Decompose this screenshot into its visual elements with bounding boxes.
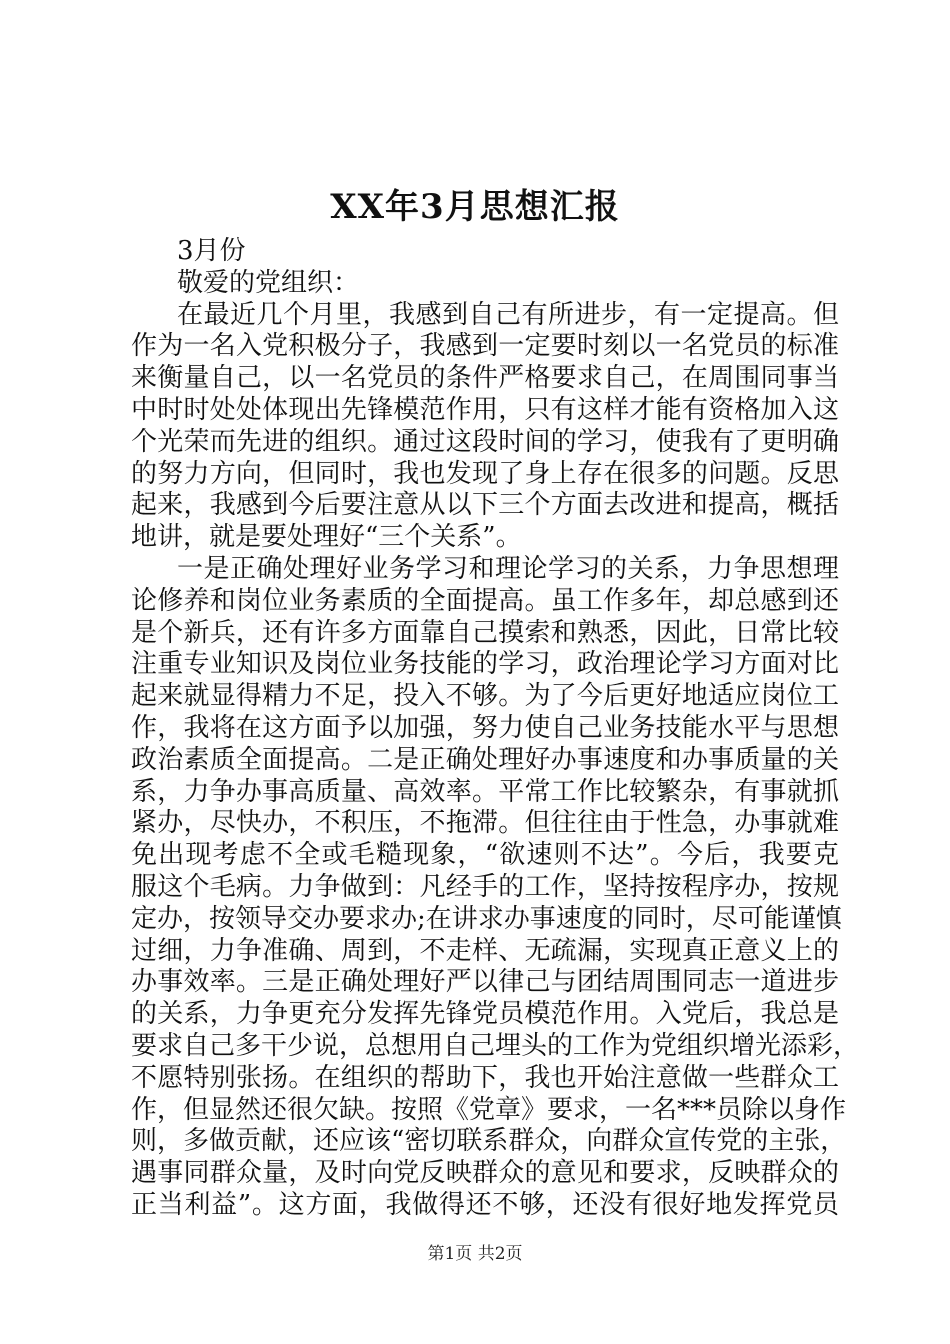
body-line: 办事效率。三是正确处理好严以律己与团结周围同志一道进步: [131, 967, 839, 998]
body-line: 免出现考虑不全或毛糙现象，“欲速则不达”。今后，我要克: [131, 840, 839, 871]
body-line: 个光荣而先进的组织。通过这段时间的学习，使我有了更明确: [131, 426, 839, 457]
body-line: 过细，力争准确、周到，不走样、无疏漏，实现真正意义上的: [131, 935, 839, 966]
body-line: 则，多做贡献，还应该“密切联系群众，向群众宣传党的主张，: [131, 1126, 847, 1157]
body-line: 作，我将在这方面予以加强，努力使自己业务技能水平与思想: [131, 712, 839, 743]
body-line: 作为一名入党积极分子，我感到一定要时刻以一名党员的标准: [131, 331, 839, 362]
body-line: 不愿特别张扬。在组织的帮助下，我也开始注意做一些群众工: [131, 1062, 839, 1093]
body-line: 起来，我感到今后要注意从以下三个方面去改进和提高，概括: [131, 490, 839, 521]
body-line: 注重专业知识及岗位业务技能的学习，政治理论学习方面对比: [131, 649, 839, 680]
body-line: 的努力方向，但同时，我也发现了身上存在很多的问题。反思: [131, 458, 839, 489]
body-line: 定办，按领导交办要求办;在讲求办事速度的同时，尽可能谨慎: [131, 903, 842, 934]
body-line: 政治素质全面提高。二是正确处理好办事速度和办事质量的关: [131, 744, 839, 775]
body-line: 系，力争办事高质量、高效率。平常工作比较繁杂，有事就抓: [131, 776, 839, 807]
document-title: XX年3月思想汇报: [330, 187, 620, 227]
body-line: 要求自己多干少说，总想用自己埋头的工作为党组织增光添彩，: [131, 1030, 860, 1061]
body-line: 作，但显然还很欠缺。按照《党章》要求，一名***员除以身作: [131, 1094, 847, 1125]
body-line: 紧办，尽快办，不积压，不拖滞。但往往由于性急，办事就难: [131, 808, 839, 839]
document-body: [131, 236, 860, 1222]
body-line: 中时时处处体现出先锋模范作用，只有这样才能有资格加入这: [131, 394, 839, 425]
body-line: 论修养和岗位业务素质的全面提高。虽工作多年，却总感到还: [131, 585, 839, 616]
body-line: 一是正确处理好业务学习和理论学习的关系，力争思想理: [177, 553, 839, 584]
body-line: 服这个毛病。力争做到：凡经手的工作，坚持按程序办，按规: [131, 871, 839, 902]
body-line: 在最近几个月里，我感到自己有所进步，有一定提高。但: [177, 299, 839, 330]
body-line: 来衡量自己，以一名党员的条件严格要求自己，在周围同事当: [131, 363, 839, 394]
body-line: 是个新兵，还有许多方面靠自己摸索和熟悉，因此，日常比较: [131, 617, 839, 648]
page-footer: 第1页 共2页: [427, 1244, 523, 1264]
body-line: 起来就显得精力不足，投入不够。为了今后更好地适应岗位工: [131, 681, 839, 712]
body-line: 地讲，就是要处理好“三个关系”。: [131, 522, 522, 553]
body-line: 遇事同群众量，及时向党反映群众的意见和要求，反映群众的: [131, 1158, 839, 1189]
body-line: 3月份: [177, 236, 246, 266]
body-line: 正当利益”。这方面，我做得还不够，还没有很好地发挥党员: [131, 1189, 839, 1220]
body-line: 的关系，力争更充分发挥先锋党员模范作用。入党后，我总是: [131, 999, 839, 1030]
body-line: 敬爱的党组织：: [177, 267, 360, 298]
